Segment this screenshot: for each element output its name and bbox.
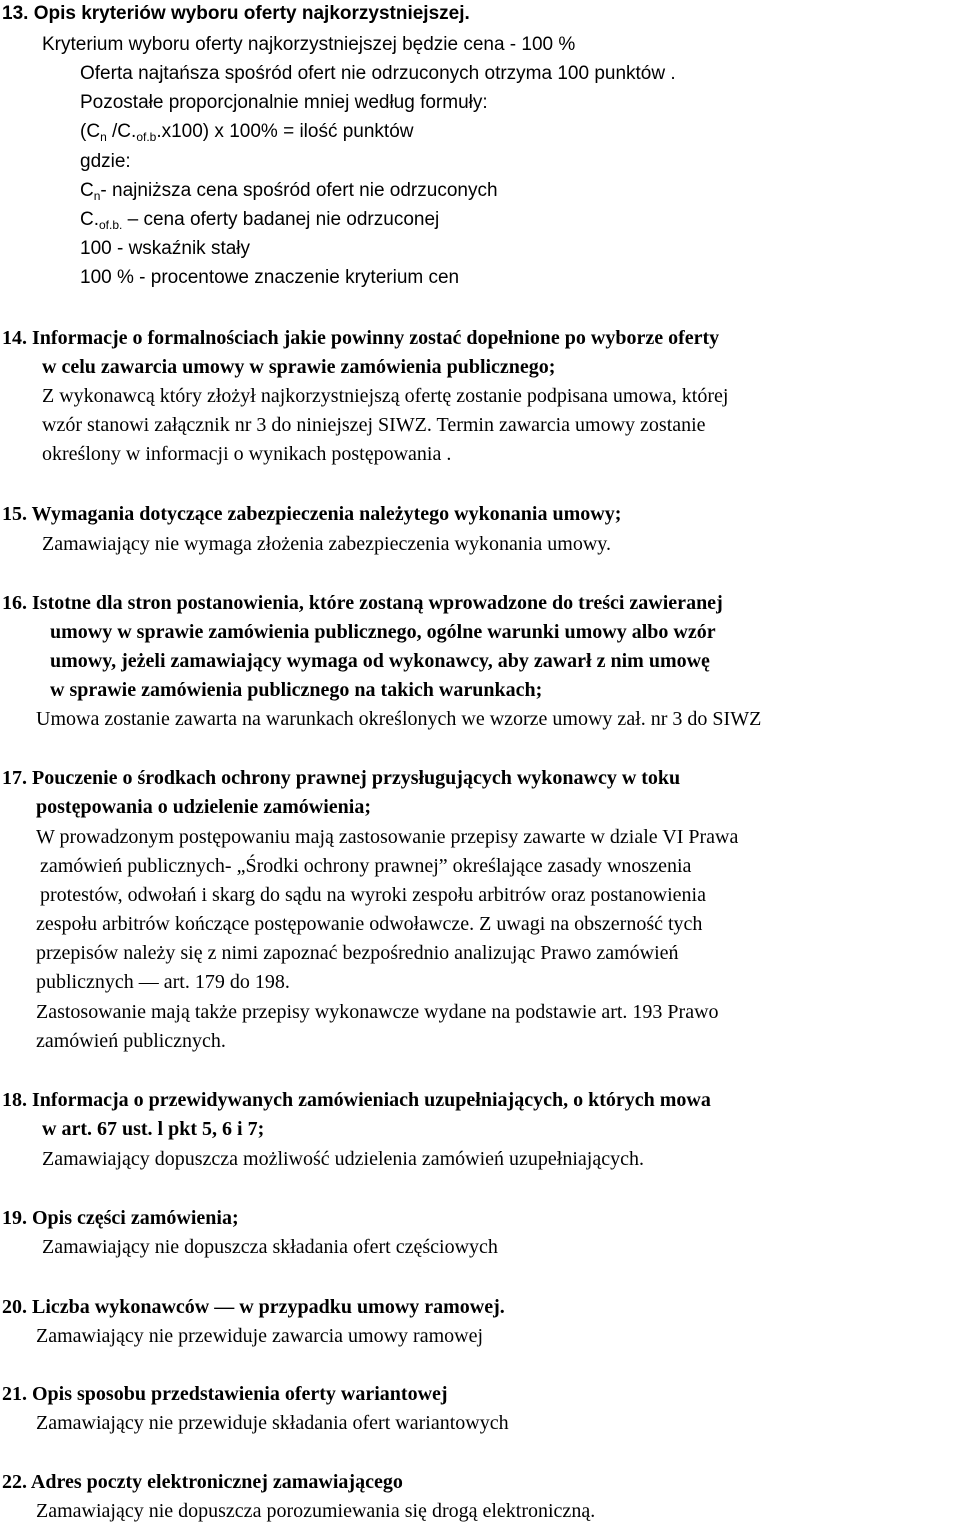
section-20-text: Zamawiający nie przewiduje zawarcia umowy ramowej: [36, 1325, 484, 1347]
section-14-heading: 14. Informacje o formalnościach jakie powinny zostać dopełnione po wyborze oferty: [2, 327, 720, 349]
section-13-line: Oferta najtańsza spośród ofert nie odrzuconych otrzyma 100 punktów .: [80, 63, 676, 84]
section-16-heading: 16. Istotne dla stron postanowienia, które zostaną wprowadzone do treści zawieranej: [2, 592, 723, 614]
formula-definition: $C._{of.b.}$ – cena oferty badanej nie odrzuconej: [80, 209, 440, 232]
section-16-text: Umowa zostanie zawarta na warunkach określonych we wzorze umowy zał. nr 3 do SIWZ: [36, 708, 762, 730]
section-22-heading: 22. Adres poczty elektronicznej zamawiającego: [2, 1471, 403, 1493]
section-13-line: Kryterium wyboru oferty najkorzystniejszej będzie cena - 100 %: [42, 34, 576, 55]
formula-definition: 100 - wskaźnik stały: [80, 238, 251, 259]
formula-definition: 100 % - procentowe znaczenie kryterium cen: [80, 267, 460, 288]
section-18-heading-cont: w art. 67 ust. l pkt 5, 6 i 7;: [42, 1118, 265, 1140]
section-19-text: Zamawiający nie dopuszcza składania ofert częściowych: [42, 1236, 498, 1258]
section-17-text: W prowadzonym postępowaniu mają zastosowanie przepisy zawarte w dziale VI Prawa: [36, 826, 739, 848]
section-17-text: protestów, odwołań i skarg do sądu na wyroki zespołu arbitrów oraz postanowienia: [40, 884, 706, 906]
section-16-heading-cont: umowy w sprawie zamówienia publicznego, ogólne warunki umowy albo wzór: [50, 621, 716, 643]
section-17-text: przepisów należy się z nimi zapoznać bezpośrednio analizując Prawo zamówień: [36, 942, 679, 964]
formula-where-label: gdzie:: [80, 151, 131, 172]
section-17-heading-cont: postępowania o udzielenie zamówienia;: [36, 796, 371, 818]
section-15-heading: 15. Wymagania dotyczące zabezpieczenia należytego wykonania umowy;: [2, 503, 622, 525]
section-14-heading-cont: w celu zawarcia umowy w sprawie zamówienia publicznego;: [42, 356, 556, 378]
section-17-text: publicznych — art. 179 do 198.: [36, 971, 290, 993]
section-19-heading: 19. Opis części zamówienia;: [2, 1207, 239, 1229]
section-16-heading-cont: w sprawie zamówienia publicznego na takich warunkach;: [50, 679, 543, 701]
section-17-text: zamówień publicznych- „Środki ochrony prawnej” określające zasady wnoszenia: [40, 855, 692, 877]
section-18-heading: 18. Informacja o przewidywanych zamówieniach uzupełniających, o których mowa: [2, 1089, 711, 1111]
section-18-text: Zamawiający dopuszcza możliwość udzielenia zamówień uzupełniających.: [42, 1148, 644, 1170]
section-14-text: określony w informacji o wynikach postępowania .: [42, 443, 452, 465]
section-13-heading: 13. Opis kryteriów wyboru oferty najkorzystniejszej.: [2, 3, 470, 24]
section-17-text: Zastosowanie mają także przepisy wykonawcze wydane na podstawie art. 193 Prawo: [36, 1001, 719, 1023]
section-21-text: Zamawiający nie przewiduje składania ofert wariantowych: [36, 1412, 509, 1434]
section-17-text: zamówień publicznych.: [36, 1030, 226, 1052]
section-15-text: Zamawiający nie wymaga złożenia zabezpieczenia wykonania umowy.: [42, 533, 611, 555]
section-20-heading: 20. Liczba wykonawców — w przypadku umowy ramowej.: [2, 1296, 505, 1318]
section-13-line: Pozostałe proporcjonalnie mniej według formuły:: [80, 92, 488, 113]
section-16-heading-cont: umowy, jeżeli zamawiający wymaga od wykonawcy, aby zawarł z nim umowę: [50, 650, 710, 672]
section-21-heading: 21. Opis sposobu przedstawienia oferty wariantowej: [2, 1383, 448, 1405]
section-22-text: Zamawiający nie dopuszcza porozumiewania się drogą elektroniczną.: [36, 1500, 596, 1522]
scoring-formula: ($C_n$ $/C._{of.b}.x100$) x 100% = ilość punktów: [80, 121, 414, 144]
section-14-text: wzór stanowi załącznik nr 3 do niniejszej SIWZ. Termin zawarcia umowy zostanie: [42, 414, 706, 436]
formula-definition: $C_n-$ najniższa cena spośród ofert nie odrzuconych: [80, 180, 498, 203]
section-17-text: zespołu arbitrów kończące postępowanie odwoławcze. Z uwagi na obszerność tych: [36, 913, 703, 935]
section-14-text: Z wykonawcą który złożył najkorzystniejszą ofertę zostanie podpisana umowa, której: [42, 385, 729, 407]
section-17-heading: 17. Pouczenie o środkach ochrony prawnej przysługujących wykonawcy w toku: [2, 767, 681, 789]
